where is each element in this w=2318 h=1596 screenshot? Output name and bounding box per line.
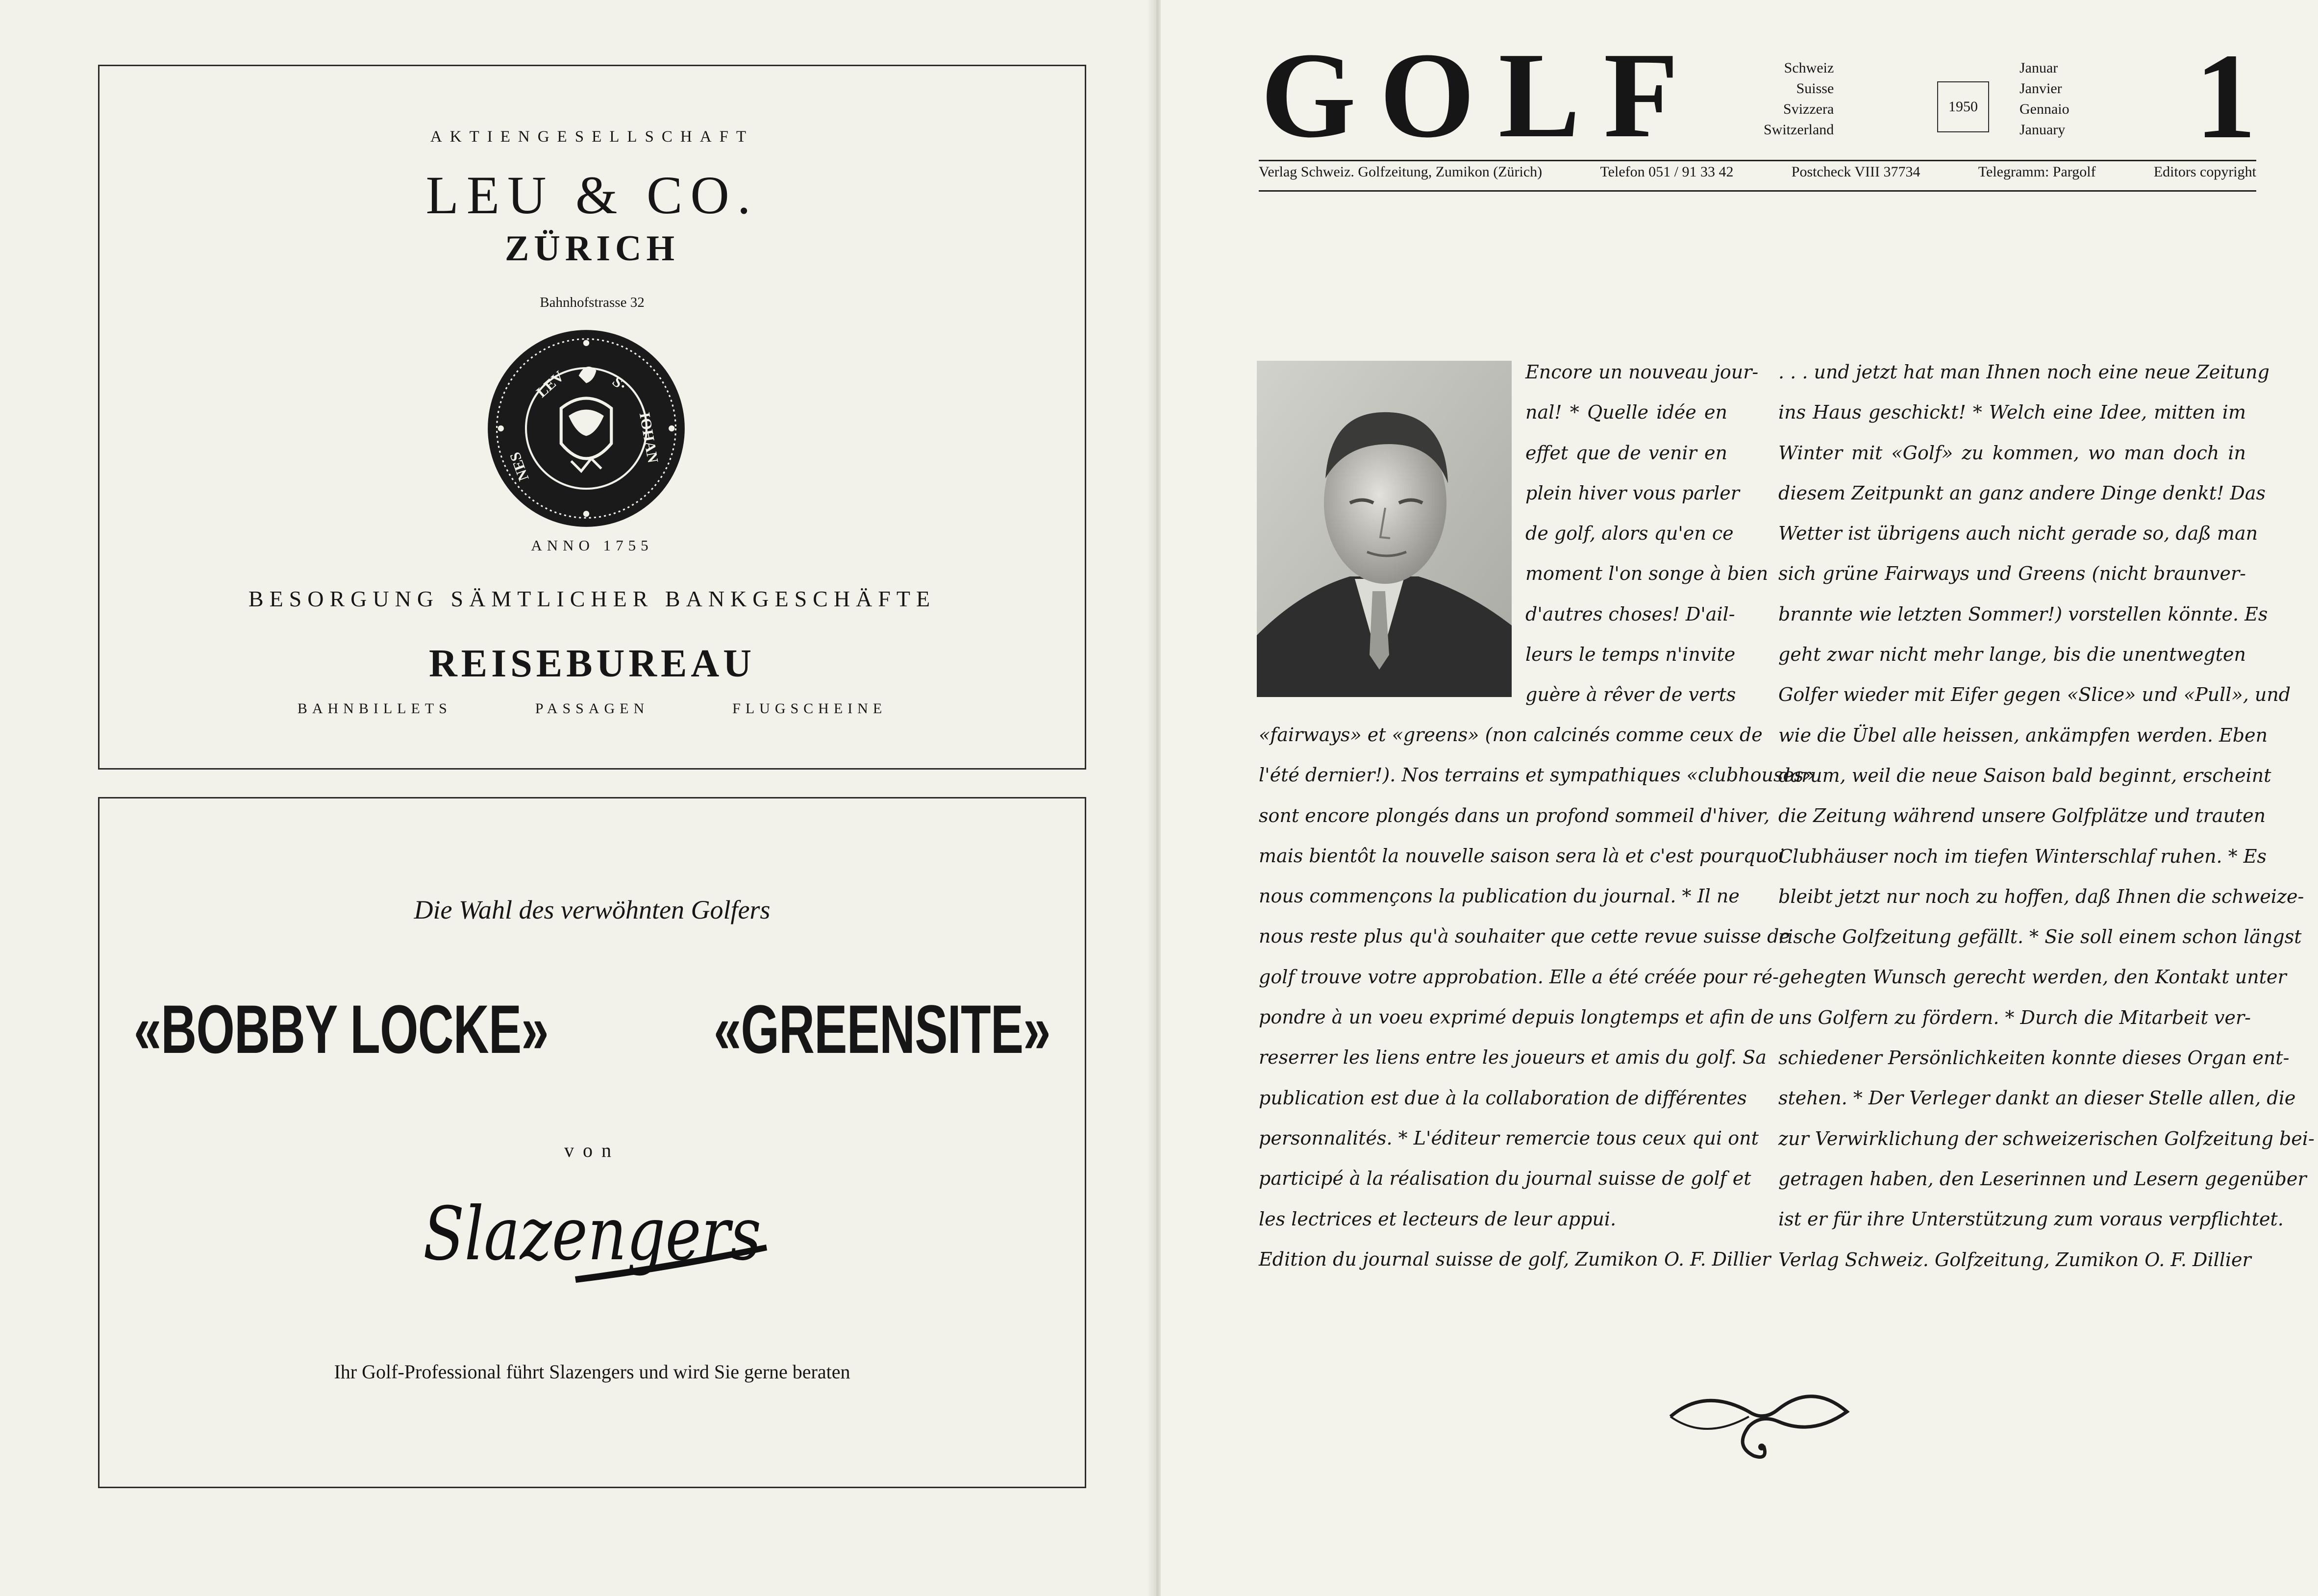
text-line: l'été dernier!). Nos terrains et sympathiques «clubhouses» <box>1259 764 1815 786</box>
editorial-french-bottom <box>1259 715 1815 1279</box>
ticket-type-passage: PASSAGEN <box>535 700 649 717</box>
masthead-publisher-line <box>1259 164 2256 180</box>
editorial-german <box>1778 352 2315 1280</box>
text-line: plein hiver vous parler <box>1525 482 1740 504</box>
masthead-rule-top <box>1259 160 2256 161</box>
masthead-months <box>2019 58 2069 140</box>
text-line: moment l'on songe à bien <box>1525 563 1769 585</box>
brand-bobby-locke: «BOBBY LOCKE» <box>134 991 548 1068</box>
slazengers-logo <box>413 1171 776 1308</box>
french-signature: Edition du journal suisse de golf, Zumikon O. F. Dillier <box>1259 1248 1771 1270</box>
text-line: personnalités. * L'éditeur remercie tous ceux qui ont <box>1259 1127 1759 1149</box>
slazengers-footer: Ihr Golf-Professional führt Slazengers und wird Sie gerne beraten <box>334 1361 850 1383</box>
text-line: gehegten Wunsch gerecht werden, den Kontakt unter <box>1778 966 2287 988</box>
publisher-postcheck: Postcheck VIII 37734 <box>1791 164 1920 180</box>
text-line: nal! * Quelle idée en <box>1525 401 1727 424</box>
month-fr: Janvier <box>2019 80 2062 97</box>
brand-greensite: «GREENSITE» <box>714 991 1050 1068</box>
country-de: Schweiz <box>1784 60 1834 76</box>
leu-anno: ANNO 1755 <box>531 537 653 554</box>
country-it: Svizzera <box>1783 101 1834 117</box>
month-en: January <box>2019 122 2066 138</box>
text-line: nous reste plus qu'à souhaiter que cette revue suisse de <box>1259 925 1790 948</box>
text-line: wie die Übel alle heissen, ankämpfen werden. Eben <box>1778 724 2268 746</box>
masthead-title: GOLF <box>1261 27 1702 163</box>
text-line: effet que de venir en <box>1525 442 1727 464</box>
masthead-countries <box>1764 58 1834 140</box>
text-line: reserrer les liens entre les joueurs et amis du golf. Sa <box>1259 1047 1767 1069</box>
publisher-phone: Telefon 051 / 91 33 42 <box>1600 164 1734 180</box>
text-line: leurs le temps n'invite <box>1525 644 1736 666</box>
text-line: golf trouve votre approbation. Elle a été créée pour ré- <box>1259 966 1779 988</box>
editorial-french-top <box>1525 352 1769 715</box>
text-line: getragen haben, den Leserinnen und Lesern gegenüber <box>1778 1168 2307 1190</box>
svg-text:S·: S· <box>609 373 630 395</box>
country-fr: Suisse <box>1796 80 1834 97</box>
leu-company-name: LEU & CO. <box>425 165 759 225</box>
text-line: Winter mit «Golf» zu kommen, wo man doch in <box>1778 442 2246 464</box>
text-line: rische Golfzeitung gefällt. * Sie soll einem schon längst <box>1778 926 2302 948</box>
right-page <box>1161 0 2318 1596</box>
svg-text:Slazengers: Slazengers <box>423 1192 761 1277</box>
leu-ticket-types <box>100 700 1085 717</box>
left-page <box>0 0 1153 1596</box>
text-line: darum, weil die neue Saison bald beginnt, erscheint <box>1778 764 2271 786</box>
text-line: zur Verwirklichung der schweizerischen Golfzeitung bei- <box>1778 1127 2315 1149</box>
leu-street-address: Bahnhofstrasse 32 <box>540 295 645 310</box>
text-line: Encore un nouveau jour- <box>1525 361 1759 383</box>
masthead-rule-bottom <box>1259 190 2256 192</box>
text-line: publication est due à la collaboration de différentes <box>1259 1087 1747 1109</box>
text-line: diesem Zeitpunkt an ganz andere Dinge denkt! Das <box>1778 482 2266 504</box>
slazengers-tagline: Die Wahl des verwöhnten Golfers <box>414 895 771 924</box>
text-line: d'autres choses! D'ail- <box>1525 603 1735 625</box>
text-line: participé à la réalisation du journal suisse de golf et <box>1259 1168 1751 1190</box>
leu-seal-icon <box>486 328 687 529</box>
leu-kicker: AKTIENGESELLSCHAFT <box>430 128 754 146</box>
text-line: bleibt jetzt nur noch zu hoffen, daß Ihnen die schweize- <box>1778 885 2304 907</box>
text-line: mais bientôt la nouvelle saison sera là et c'est pourquoi <box>1259 845 1785 867</box>
month-de: Januar <box>2019 60 2058 76</box>
text-line: uns Golfern zu fördern. * Durch die Mitarbeit ver- <box>1778 1006 2251 1028</box>
slazengers-von: von <box>564 1139 620 1161</box>
masthead-year: 1950 <box>1937 81 1989 132</box>
leu-city: ZÜRICH <box>504 228 680 269</box>
ornamental-flourish-icon <box>1666 1382 1852 1480</box>
text-line: nous commençons la publication du journal. * Il ne <box>1259 885 1740 907</box>
text-line: guère à rêver de verts <box>1525 684 1736 706</box>
ticket-type-rail: BAHNBILLETS <box>297 700 452 717</box>
text-line: schiedener Persönlichkeiten konnte dieses Organ ent- <box>1778 1047 2290 1069</box>
leu-travel-bureau: REISEBUREAU <box>429 642 755 685</box>
text-line: die Zeitung während unsere Golfplätze und trauten <box>1778 805 2266 827</box>
text-line: les lectrices et lecteurs de leur appui. <box>1259 1208 1617 1230</box>
text-line: geht zwar nicht mehr lange, bis die unentwegten <box>1778 644 2246 666</box>
text-line: Wetter ist übrigens auch nicht gerade so, daß man <box>1778 523 2258 545</box>
leu-bank-advertisement <box>98 65 1086 770</box>
publisher-copyright: Editors copyright <box>2153 164 2256 180</box>
publisher-name: Verlag Schweiz. Golfzeitung, Zumikon (Zürich) <box>1259 164 1543 180</box>
country-en: Switzerland <box>1764 122 1834 138</box>
leu-banking-services: BESORGUNG SÄMTLICHER BANKGESCHÄFTE <box>248 586 936 611</box>
month-it: Gennaio <box>2019 101 2069 117</box>
slazengers-advertisement <box>98 797 1086 1488</box>
text-line: . . . und jetzt hat man Ihnen noch eine neue Zeitung <box>1778 361 2269 383</box>
text-line: de golf, alors qu'en ce <box>1525 523 1734 545</box>
text-line: stehen. * Der Verleger dankt an dieser Stelle allen, die <box>1778 1087 2296 1109</box>
text-line: sont encore plongés dans un profond sommeil d'hiver, <box>1259 804 1770 826</box>
text-line: sich grüne Fairways und Greens (nicht braunver- <box>1778 563 2246 585</box>
svg-text:IOHAN: IOHAN <box>636 411 662 465</box>
text-line: Clubhäuser noch im tiefen Winterschlaf ruhen. * Es <box>1778 845 2267 867</box>
text-line: brannte wie letzten Sommer!) vorstellen könnte. Es <box>1778 603 2268 625</box>
text-line: ist er für ihre Unterstützung zum voraus verpflichtet. <box>1778 1208 2284 1230</box>
masthead-issue-number: 1 <box>2195 28 2256 164</box>
text-line: Golfer wieder mit Eifer gegen «Slice» und «Pull», und <box>1778 684 2291 706</box>
german-signature: Verlag Schweiz. Golfzeitung, Zumikon O. F. Dillier <box>1778 1248 2251 1271</box>
text-line: pondre à un voeu exprimé depuis longtemps et afin de <box>1259 1006 1774 1028</box>
publisher-telegram: Telegramm: Pargolf <box>1978 164 2096 180</box>
editor-portrait-photo <box>1257 361 1512 697</box>
svg-text:NES: NES <box>506 449 532 483</box>
text-line: ins Haus geschickt! * Welch eine Idee, mitten im <box>1778 401 2246 424</box>
ticket-type-flight: FLUGSCHEINE <box>732 700 887 717</box>
text-line: «fairways» et «greens» (non calcinés comme ceux de <box>1259 724 1763 746</box>
svg-text:LEV: LEV <box>533 368 568 401</box>
